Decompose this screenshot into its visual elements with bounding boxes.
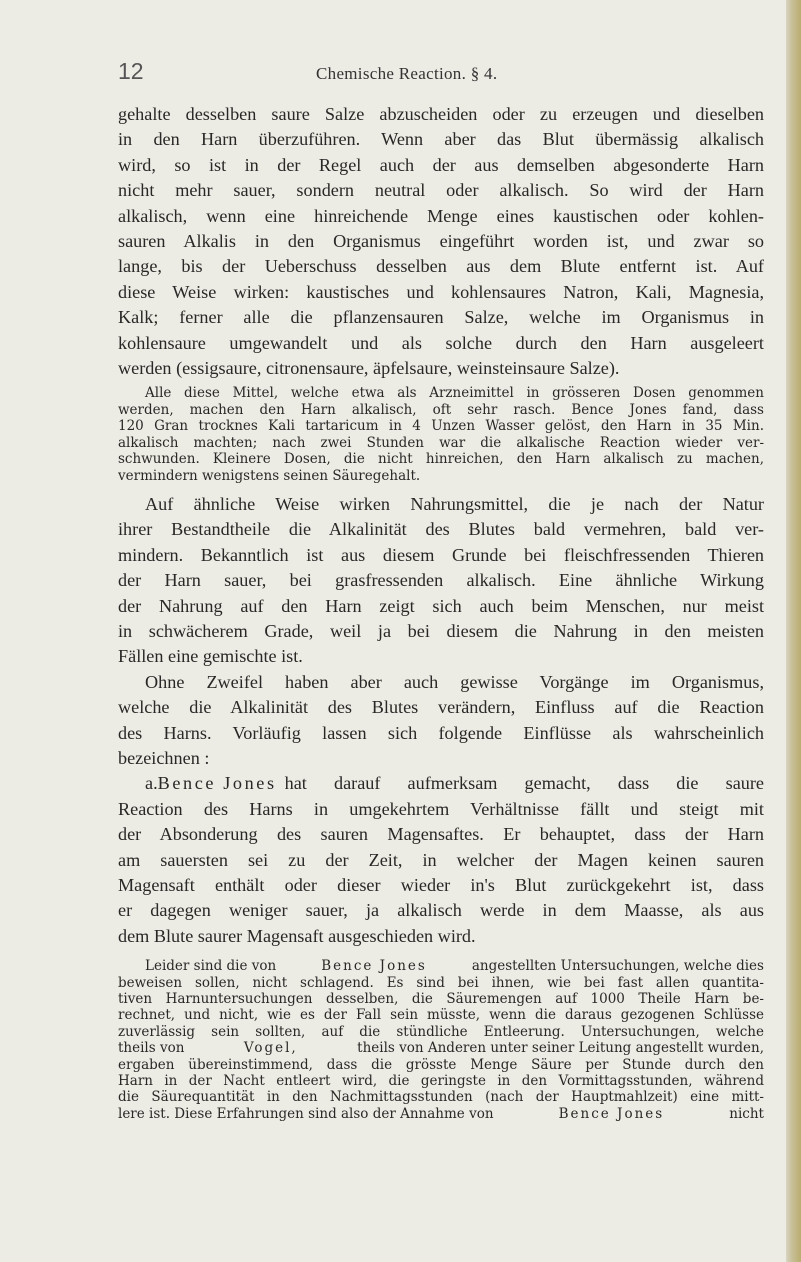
text-line: dem Blute saurer Magensaft ausgeschieden wird. xyxy=(118,925,476,946)
note-line: tiven Harnuntersuchungen desselben, die Säuremengen auf 1000 Theile Harn be- xyxy=(118,991,764,1008)
list-marker: a. xyxy=(145,773,158,794)
author-name: Vogel, xyxy=(243,1040,298,1057)
note-line: 120 Gran trocknes Kali tartaricum in 4 Unzen Wasser gelöst, den Harn in 35 Min. xyxy=(118,418,764,435)
text-line: bezeichnen : xyxy=(118,747,210,768)
text-line: sauren Alkalis in den Organismus eingeführt worden ist, und zwar so xyxy=(118,231,764,252)
author-name: Bence Jones xyxy=(321,958,427,975)
text-line: Reaction des Harns in umgekehrtem Verhältnisse fällt und steigt mit xyxy=(118,798,764,819)
page-header xyxy=(118,58,688,88)
running-title: Chemische Reaction. § 4. xyxy=(316,64,498,83)
line-part: angestellten Untersuchungen, welche dies xyxy=(471,958,764,975)
paragraph-2 xyxy=(118,492,764,670)
text-line: des Harns. Vorläufig lassen sich folgende Einflüsse als wahrscheinlich xyxy=(118,722,764,743)
text-line: ihrer Bestandtheile die Alkalinität des Blutes bald vermehren, bald ver- xyxy=(118,519,764,540)
line-part: nicht xyxy=(729,1105,764,1122)
note-line: zuverlässig sein sollten, auf die stündliche Entleerung. Untersuchungen, welche xyxy=(118,1023,764,1040)
footnote-1 xyxy=(118,385,764,483)
text-line xyxy=(118,771,764,796)
text-line: Kalk; ferner alle die pflanzensauren Salze, welche im Organismus in xyxy=(118,307,764,328)
text-line: mindern. Bekanntlich ist aus diesem Grunde bei fleischfressenden Thieren xyxy=(118,544,764,565)
line-rest: hat darauf aufmerksam gemacht, dass die saure xyxy=(284,773,764,794)
note-line: beweisen sollen, nicht schlagend. Es sind bei ihnen, wie bei fast allen quantita- xyxy=(118,974,764,991)
text-line: nicht mehr sauer, sondern neutral oder alkalisch. So wird der Harn xyxy=(118,180,764,201)
line-part: theils von xyxy=(118,1040,185,1057)
note-line: ergaben übereinstimmend, dass die grösste Menge Säure per Stunde durch den xyxy=(118,1056,764,1073)
text-line: in den Harn überzuführen. Wenn aber das Blut übermässig alkalisch xyxy=(118,129,764,150)
text-line: welche die Alkalinität des Blutes verändern, Einfluss auf die Reaction xyxy=(118,697,764,718)
page-body xyxy=(118,102,764,1122)
text-line: Magensaft enthält oder dieser wieder in's Blut zurückgekehrt ist, dass xyxy=(118,875,764,895)
line-part: theils von Anderen unter seiner Leitung angestellt wurden, xyxy=(357,1040,764,1057)
text-line: werden (essigsaure, citronensaure, äpfelsaure, weinsteinsaure Salze). xyxy=(118,358,620,379)
text-line: alkalisch, wenn eine hinreichende Menge eines kaustischen oder kohlen- xyxy=(118,205,764,226)
paragraph-4 xyxy=(118,771,764,949)
text-line: gehalte desselben saure Salze abzuscheiden oder zu erzeugen und dieselben xyxy=(118,104,764,124)
text-line: lange, bis der Ueberschuss desselben aus dem Blute entfernt ist. Auf xyxy=(118,256,764,277)
page-edge xyxy=(786,0,801,1262)
note-line xyxy=(118,1040,764,1056)
note-line: Alle diese Mittel, welche etwa als Arzneimittel in grösseren Dosen genommen xyxy=(145,385,764,402)
text-line: der Harn sauer, bei grasfressenden alkalisch. Eine ähnliche Wirkung xyxy=(118,570,764,591)
paragraph-3 xyxy=(118,670,764,772)
page-number: 12 xyxy=(118,58,144,84)
line-part: Leider sind die von xyxy=(145,958,277,975)
text-line: der Nahrung auf den Harn zeigt sich auch beim Menschen, nur meist xyxy=(118,595,764,616)
note-line: werden, machen den Harn alkalisch, oft sehr rasch. Bence Jones fand, dass xyxy=(118,401,764,418)
line-part: lere ist. Diese Erfahrungen sind also der Annahme von xyxy=(118,1105,494,1122)
text-line: er dagegen weniger sauer, ja alkalisch werde in dem Maasse, als aus xyxy=(118,900,764,921)
note-line: schwunden. Kleinere Dosen, die nicht hinreichen, den Harn alkalisch zu machen, xyxy=(118,451,764,468)
text-line: am sauersten sei zu der Zeit, in welcher der Magen keinen sauren xyxy=(118,849,764,870)
author-name: Bence Jones xyxy=(558,1105,665,1122)
text-line: diese Weise wirken: kaustisches und kohlensaures Natron, Kali, Magnesia, xyxy=(118,281,764,302)
footnote-2 xyxy=(118,958,764,1122)
text-line: Auf ähnliche Weise wirken Nahrungsmittel, die je nach der Natur xyxy=(145,493,764,514)
text-line: wird, so ist in der Regel auch der aus demselben abgesonderte Harn xyxy=(118,154,764,175)
text-line: Fällen eine gemischte ist. xyxy=(118,646,303,667)
text-line: der Absonderung des sauren Magensaftes. Er behauptet, dass der Harn xyxy=(118,824,764,845)
note-line xyxy=(118,1106,764,1122)
note-line: alkalisch machten; nach zwei Stunden war die alkalische Reaction wieder ver- xyxy=(118,434,764,451)
author-name: Bence Jones xyxy=(157,773,277,794)
text-line: kohlensaure umgewandelt und als solche durch den Harn ausgeleert xyxy=(118,332,764,353)
text-line: Ohne Zweifel haben aber auch gewisse Vorgänge im Organismus, xyxy=(145,671,764,692)
note-line: Harn in der Nacht entleert wird, die geringste in den Vormittagsstunden, während xyxy=(118,1073,764,1090)
note-line: vermindern wenigstens seinen Säuregehalt. xyxy=(118,467,421,484)
note-line xyxy=(118,958,764,974)
text-line: in schwächerem Grade, weil ja bei diesem die Nahrung in den meisten xyxy=(118,620,764,641)
note-line: rechnet, und nicht, wie es der Fall sein müsste, wenn die daraus gezogenen Schlüsse xyxy=(118,1007,764,1024)
paragraph-1 xyxy=(118,102,764,381)
note-line: die Säurequantität in den Nachmittagsstunden (nach der Hauptmahlzeit) eine mitt- xyxy=(118,1089,764,1106)
